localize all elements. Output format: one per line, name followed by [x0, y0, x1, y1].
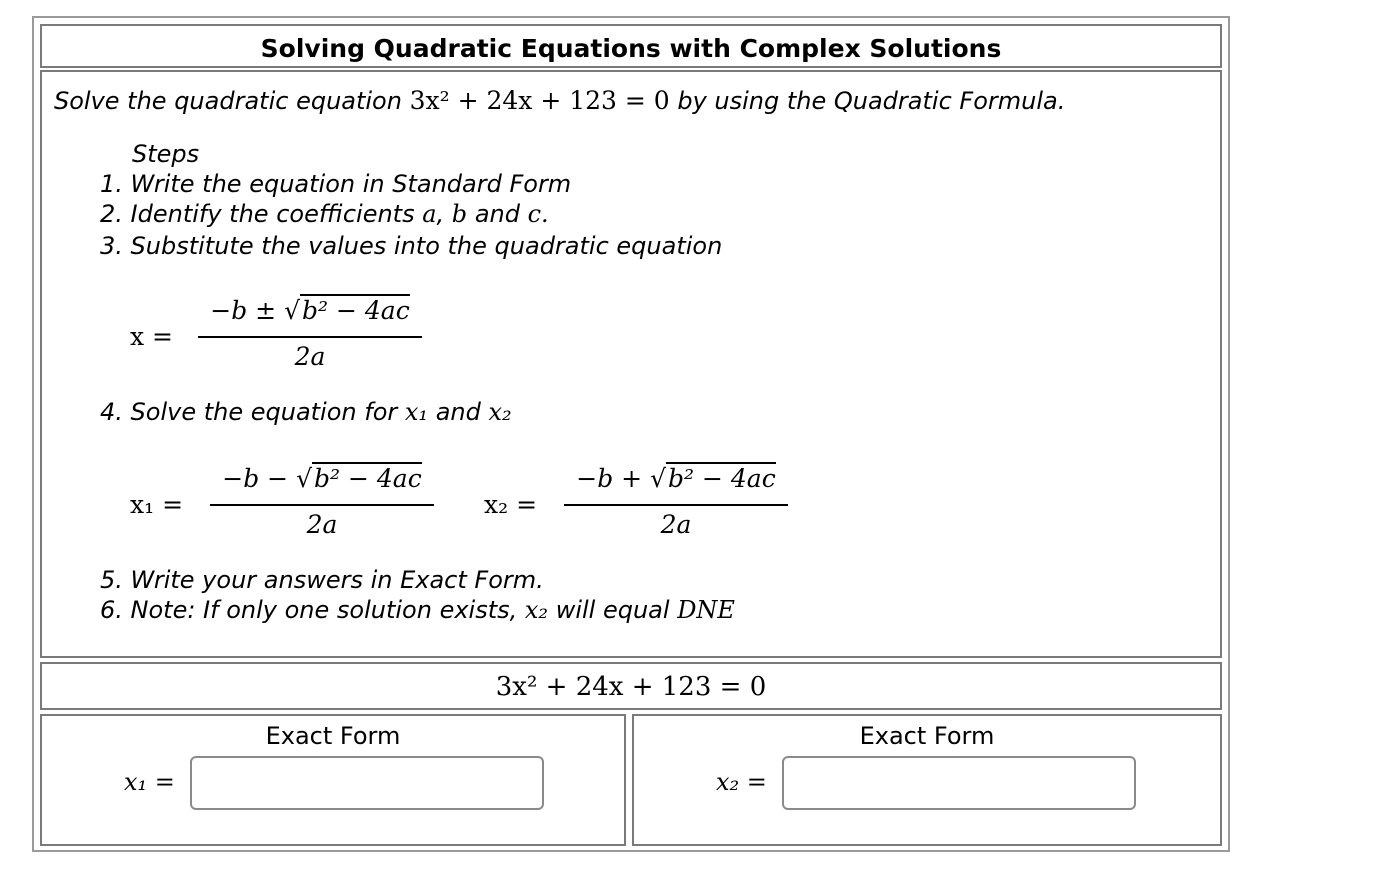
- step-6-dne: DNE: [677, 596, 735, 624]
- formula-x1-radicand: b² − 4ac: [314, 464, 422, 493]
- formula-bar: [198, 336, 422, 338]
- formula-x1-numerator: −b − √b² − 4ac: [222, 464, 422, 493]
- formula-x2: [564, 464, 788, 544]
- step-6-text: 6. Note: If only one solution exists,: [100, 596, 518, 624]
- coef-c: c.: [527, 200, 549, 228]
- coef-b: b: [451, 200, 468, 228]
- formula-x2-bar: [564, 504, 788, 506]
- step-4-x1: x₁: [404, 398, 429, 426]
- quadratic-formula: [198, 296, 422, 376]
- step-6: [100, 596, 735, 624]
- formula-x1-num-pre: −b −: [222, 464, 289, 493]
- instructions-cell: [40, 70, 1222, 658]
- formula-denominator: 2a: [294, 342, 326, 371]
- step-1: 1. Write the equation in Standard Form: [100, 170, 572, 198]
- answer-x2-input[interactable]: [782, 756, 1136, 810]
- page-title: Solving Quadratic Equations with Complex Solutions: [260, 34, 1002, 63]
- step-2: 2. Identify the coefficients a, b and c.: [100, 200, 549, 228]
- answer-x2-label: x₂ =: [716, 768, 767, 796]
- formula-x1-bar: [210, 504, 434, 506]
- prompt-after: by using the Quadratic Formula.: [677, 87, 1066, 115]
- problem-prompt: [54, 86, 1065, 115]
- step-4: [100, 398, 512, 426]
- answer-x2-header: Exact Form: [859, 722, 995, 750]
- formula-x2-numerator: −b + √b² − 4ac: [576, 464, 776, 493]
- step-2-and: and: [474, 200, 520, 228]
- steps-heading: Steps: [132, 140, 200, 168]
- step-3: 3. Substitute the values into the quadratic equation: [100, 232, 723, 260]
- step-4-x2: x₂: [488, 398, 512, 426]
- formula-x1: [210, 464, 434, 544]
- formula-x2-denominator: 2a: [660, 510, 692, 539]
- formula-x2-radicand: b² − 4ac: [668, 464, 776, 493]
- prompt-before: Solve the quadratic equation: [54, 87, 402, 115]
- equation-display: 3x² + 24x + 123 = 0: [495, 672, 767, 702]
- step-5: 5. Write your answers in Exact Form.: [100, 566, 544, 594]
- formula-x2-num-pre: −b +: [576, 464, 643, 493]
- answer-x1-input[interactable]: [190, 756, 544, 810]
- step-6-mid: will equal: [555, 596, 670, 624]
- title-cell: [40, 24, 1222, 68]
- formula-radicand: b² − 4ac: [302, 296, 410, 325]
- formula-num-pre: −b ±: [210, 296, 277, 325]
- step-4-and: and: [435, 398, 481, 426]
- formula-numerator: −b ± √b² − 4ac: [210, 296, 410, 325]
- step-2-text: 2. Identify the coefficients: [100, 200, 415, 228]
- answer-x1-header: Exact Form: [265, 722, 401, 750]
- formula-x1-lhs: x₁ =: [130, 490, 184, 519]
- step-6-x2: x₂: [524, 596, 549, 624]
- answer-x2-cell: [632, 714, 1222, 846]
- formula-x1-denominator: 2a: [306, 510, 338, 539]
- formula-lhs: x =: [130, 322, 173, 351]
- answer-x1-cell: [40, 714, 626, 846]
- formula-x2-lhs: x₂ =: [484, 490, 538, 519]
- prompt-equation: 3x² + 24x + 123 = 0: [409, 86, 670, 115]
- problem-container: [32, 16, 1230, 852]
- equation-cell: [40, 662, 1222, 710]
- step-4-text: 4. Solve the equation for: [100, 398, 398, 426]
- coef-a: a: [422, 200, 437, 228]
- answer-x1-label: x₁ =: [124, 768, 175, 796]
